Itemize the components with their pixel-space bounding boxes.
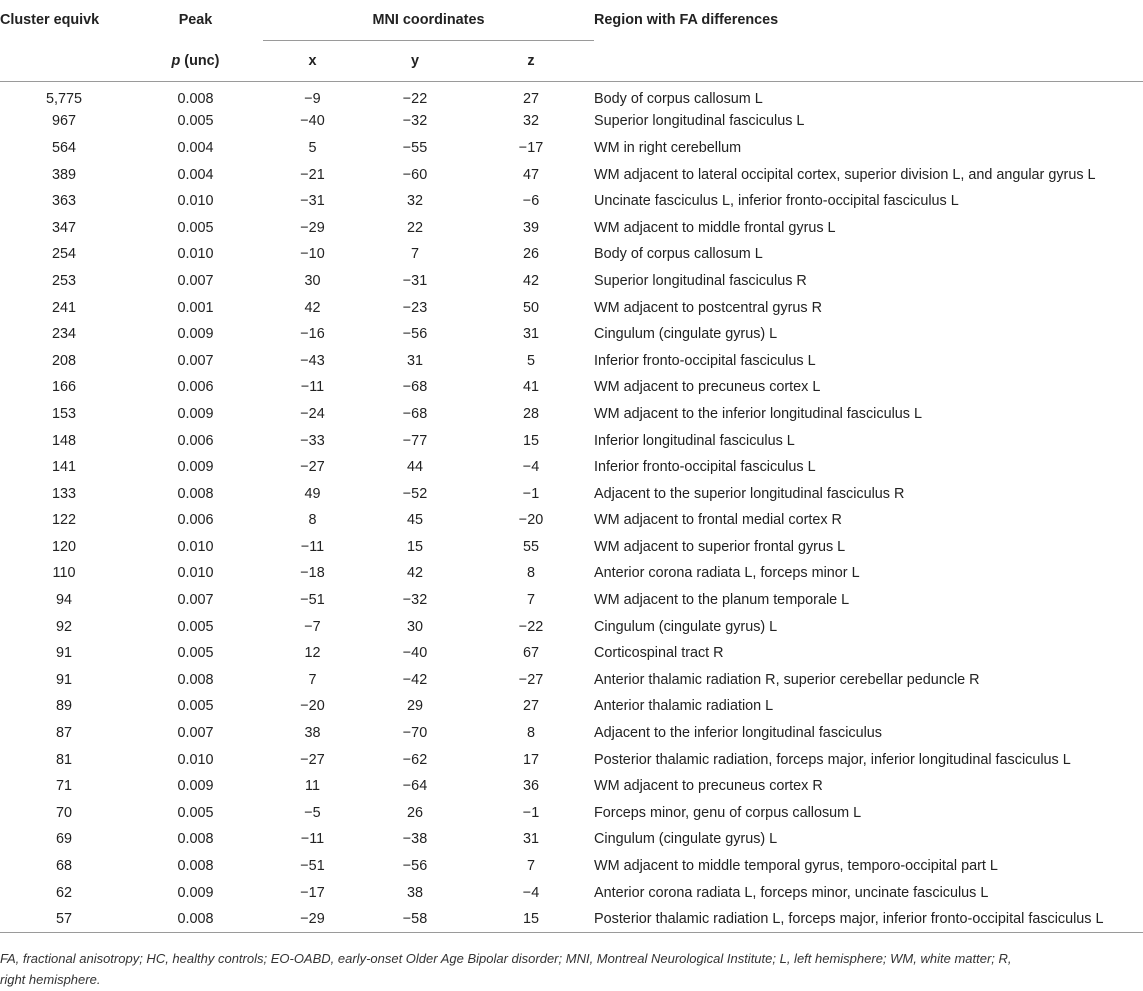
- table-row: [0, 534, 1143, 561]
- cell-z: 31: [523, 831, 540, 848]
- cell-region: WM adjacent to middle frontal gyrus L: [594, 219, 836, 236]
- cell-y: 15: [406, 538, 423, 555]
- cell-cluster-size: 133: [51, 485, 76, 502]
- cell-y: 22: [406, 219, 423, 236]
- cell-cluster-size: 94: [55, 592, 72, 609]
- cell-x: −27: [300, 459, 325, 476]
- cell-z: 7: [527, 858, 536, 875]
- cell-x: 7: [308, 671, 317, 688]
- cell-region: Inferior fronto-occipital fasciculus L: [594, 352, 816, 369]
- cell-peak-p: 0.008: [177, 91, 214, 108]
- cell-x: −29: [300, 219, 325, 236]
- cell-x: −33: [300, 432, 325, 449]
- cell-cluster-size: 141: [51, 459, 76, 476]
- cell-peak-p: 0.008: [177, 831, 214, 848]
- cell-cluster-size: 148: [51, 432, 76, 449]
- cell-region: Anterior corona radiata L, forceps minor L: [594, 565, 860, 582]
- header-peak: Peak: [178, 12, 213, 29]
- cell-peak-p: 0.007: [177, 592, 214, 609]
- cell-region: Uncinate fasciculus L, inferior fronto-occipital fasciculus L: [594, 193, 959, 210]
- table-row: [0, 374, 1143, 401]
- cell-x: −7: [304, 618, 321, 635]
- cell-z: 47: [523, 166, 540, 183]
- cell-z: −6: [522, 193, 540, 210]
- cell-z: 55: [523, 538, 540, 555]
- cell-peak-p: 0.006: [177, 432, 214, 449]
- cell-y: −56: [402, 858, 428, 875]
- cell-z: 31: [523, 326, 540, 343]
- header-cluster-blank: [0, 41, 128, 82]
- table-row: [0, 347, 1143, 374]
- cell-y: 42: [406, 565, 423, 582]
- table-row: [0, 613, 1143, 640]
- cell-cluster-size: 62: [55, 884, 72, 901]
- cell-region: Anterior thalamic radiation L: [594, 698, 774, 715]
- table-row: [0, 188, 1143, 215]
- cell-cluster-size: 5,775: [45, 91, 82, 108]
- table-row: [0, 454, 1143, 481]
- cell-y: −56: [402, 326, 428, 343]
- cell-y: −77: [402, 432, 428, 449]
- cell-peak-p: 0.001: [177, 299, 214, 316]
- cell-region: WM adjacent to the planum temporale L: [594, 592, 850, 609]
- cell-cluster-size: 81: [55, 751, 72, 768]
- table-row: [0, 720, 1143, 747]
- cell-cluster-size: 71: [55, 778, 72, 795]
- cell-z: 5: [527, 352, 536, 369]
- cell-z: 50: [523, 299, 540, 316]
- cell-z: 17: [523, 751, 540, 768]
- cell-x: −11: [300, 379, 325, 396]
- cell-cluster-size: 234: [51, 326, 76, 343]
- cell-region: Superior longitudinal fasciculus L: [594, 113, 805, 130]
- cell-x: 30: [304, 272, 321, 289]
- table-row: [0, 161, 1143, 188]
- table-row: [0, 693, 1143, 720]
- cell-z: −20: [518, 512, 544, 529]
- table-row: [0, 135, 1143, 162]
- header-region-blank: [594, 41, 1143, 82]
- footnote-line-1: FA, fractional anisotropy; HC, healthy controls; EO-OABD, early-onset Older Age Bipolar disorder; MNI, Montreal Neurological Institute; L, left hemisphere; WM, white matter; R,: [0, 951, 1012, 966]
- cell-x: −29: [300, 910, 325, 927]
- cell-region: Cingulum (cingulate gyrus) L: [594, 326, 778, 343]
- cell-z: 39: [523, 219, 540, 236]
- table-row: [0, 906, 1143, 933]
- cell-x: −20: [300, 698, 325, 715]
- cell-z: 28: [523, 405, 540, 422]
- table-header: [0, 0, 1143, 82]
- cell-x: −51: [300, 858, 325, 875]
- cell-y: 38: [406, 884, 423, 901]
- cell-peak-p: 0.007: [177, 352, 214, 369]
- cell-peak-p: 0.005: [177, 698, 214, 715]
- cell-y: −52: [402, 485, 428, 502]
- cell-x: −18: [300, 565, 325, 582]
- cell-cluster-size: 89: [55, 698, 72, 715]
- cell-region: WM adjacent to lateral occipital cortex, superior division L, and angular gyrus L: [594, 166, 1096, 183]
- cell-peak-p: 0.009: [177, 459, 214, 476]
- cell-peak-p: 0.010: [177, 246, 214, 263]
- cell-peak-p: 0.009: [177, 326, 214, 343]
- cell-cluster-size: 122: [51, 512, 76, 529]
- header-cluster: Cluster equivk: [0, 12, 100, 29]
- cell-peak-p: 0.010: [177, 751, 214, 768]
- header-p-italic: p: [171, 52, 181, 69]
- cell-cluster-size: 120: [51, 538, 76, 555]
- table-row: [0, 401, 1143, 428]
- cell-y: −68: [402, 405, 428, 422]
- cell-z: 27: [523, 698, 540, 715]
- cell-z: 27: [523, 91, 540, 108]
- footnote-line-2: right hemisphere.: [0, 972, 101, 987]
- cell-x: −9: [304, 91, 321, 108]
- cell-region: Corticospinal tract R: [594, 645, 724, 662]
- cell-x: 8: [308, 512, 317, 529]
- cell-x: −31: [300, 193, 325, 210]
- cell-peak-p: 0.005: [177, 219, 214, 236]
- cell-region: Inferior longitudinal fasciculus L: [594, 432, 795, 449]
- table-row: [0, 560, 1143, 587]
- cell-cluster-size: 153: [51, 405, 76, 422]
- table-footnote: [0, 948, 1143, 990]
- cell-x: 49: [304, 485, 321, 502]
- cell-cluster-size: 363: [51, 193, 76, 210]
- cell-x: 12: [304, 645, 321, 662]
- cell-x: −43: [300, 352, 325, 369]
- cell-y: −55: [402, 139, 428, 156]
- cell-region: WM in right cerebellum: [594, 139, 742, 156]
- cell-cluster-size: 91: [55, 645, 72, 662]
- cell-region: Anterior corona radiata L, forceps minor, uncinate fasciculus L: [594, 884, 989, 901]
- cell-cluster-size: 564: [51, 139, 76, 156]
- cell-z: −1: [522, 804, 540, 821]
- cell-x: −10: [300, 246, 325, 263]
- cell-y: −60: [402, 166, 428, 183]
- cell-region: Forceps minor, genu of corpus callosum L: [594, 804, 862, 821]
- cell-z: 26: [523, 246, 540, 263]
- cell-peak-p: 0.008: [177, 858, 214, 875]
- table-row: [0, 853, 1143, 880]
- cell-y: 26: [406, 804, 423, 821]
- cell-peak-p: 0.007: [177, 272, 214, 289]
- cell-y: 29: [406, 698, 423, 715]
- cell-y: 7: [410, 246, 419, 263]
- cell-y: −64: [402, 778, 428, 795]
- cell-region: Inferior fronto-occipital fasciculus L: [594, 459, 816, 476]
- cell-cluster-size: 253: [51, 272, 76, 289]
- cell-x: 42: [304, 299, 321, 316]
- cell-y: 32: [406, 193, 423, 210]
- table-row: [0, 507, 1143, 534]
- cell-y: −68: [402, 379, 428, 396]
- cell-region: Cingulum (cingulate gyrus) L: [594, 618, 778, 635]
- header-y: y: [410, 53, 419, 69]
- cell-region: Cingulum (cingulate gyrus) L: [594, 831, 778, 848]
- cell-x: −24: [300, 405, 325, 422]
- cell-peak-p: 0.005: [177, 618, 214, 635]
- cell-cluster-size: 110: [52, 565, 76, 582]
- cell-z: 8: [527, 565, 536, 582]
- cell-z: 7: [527, 592, 536, 609]
- cell-z: 36: [523, 778, 540, 795]
- cell-x: 11: [305, 778, 320, 795]
- cell-x: −51: [300, 592, 325, 609]
- cell-z: −22: [518, 618, 544, 635]
- cell-region: Superior longitudinal fasciculus R: [594, 272, 807, 289]
- header-p-unc-rest: (unc): [180, 52, 220, 69]
- cell-peak-p: 0.004: [177, 166, 214, 183]
- cell-y: −32: [402, 113, 428, 130]
- cell-z: 42: [523, 272, 540, 289]
- cell-cluster-size: 208: [51, 352, 76, 369]
- cell-y: 31: [406, 352, 423, 369]
- table-row: [0, 773, 1143, 800]
- cell-x: 5: [308, 139, 317, 156]
- table-row: [0, 268, 1143, 295]
- cell-peak-p: 0.009: [177, 884, 214, 901]
- table-row: [0, 480, 1143, 507]
- table-row: [0, 294, 1143, 321]
- header-x: x: [308, 53, 317, 69]
- cell-cluster-size: 389: [51, 166, 76, 183]
- header-p-unc: [128, 41, 263, 82]
- cell-z: 41: [523, 379, 540, 396]
- table-row: [0, 640, 1143, 667]
- cell-x: −40: [300, 113, 325, 130]
- cell-y: −62: [402, 751, 428, 768]
- cell-z: −17: [518, 139, 544, 156]
- cell-x: −11: [300, 538, 325, 555]
- header-z: z: [527, 53, 535, 69]
- cell-z: −1: [522, 485, 540, 502]
- cell-cluster-size: 241: [51, 299, 76, 316]
- table-row: [0, 587, 1143, 614]
- cell-peak-p: 0.009: [177, 778, 214, 795]
- table-row: [0, 746, 1143, 773]
- cell-y: 45: [406, 512, 423, 529]
- cell-z: 15: [523, 910, 540, 927]
- header-mni-coordinates: MNI coordinates: [263, 0, 594, 41]
- cell-y: 30: [406, 618, 423, 635]
- cell-y: −70: [402, 725, 428, 742]
- cell-region: WM adjacent to postcentral gyrus R: [594, 299, 822, 316]
- cell-region: WM adjacent to precuneus cortex R: [594, 778, 823, 795]
- cell-cluster-size: 254: [51, 246, 76, 263]
- table-row: [0, 82, 1143, 109]
- cell-y: −42: [402, 671, 428, 688]
- cell-cluster-size: 57: [55, 910, 72, 927]
- cell-z: −27: [518, 671, 544, 688]
- cell-z: −4: [522, 459, 540, 476]
- table-body: [0, 82, 1143, 933]
- cell-y: −38: [402, 831, 428, 848]
- table-row: [0, 879, 1143, 906]
- cell-region: WM adjacent to precuneus cortex L: [594, 379, 821, 396]
- cell-cluster-size: 70: [55, 804, 72, 821]
- header-region: Region with FA differences: [594, 12, 779, 29]
- cell-x: 38: [304, 725, 321, 742]
- cell-peak-p: 0.006: [177, 379, 214, 396]
- cell-region: Posterior thalamic radiation L, forceps major, inferior fronto-occipital fasciculus L: [594, 910, 1104, 927]
- cell-region: WM adjacent to superior frontal gyrus L: [594, 538, 846, 555]
- cell-region: Posterior thalamic radiation, forceps major, inferior longitudinal fasciculus L: [594, 751, 1071, 768]
- cell-x: −11: [300, 831, 325, 848]
- cell-peak-p: 0.007: [177, 725, 214, 742]
- cell-peak-p: 0.010: [177, 193, 214, 210]
- cell-peak-p: 0.010: [177, 538, 214, 555]
- cell-y: −22: [402, 91, 428, 108]
- cell-x: −21: [300, 166, 325, 183]
- cell-peak-p: 0.008: [177, 671, 214, 688]
- cell-peak-p: 0.009: [177, 405, 214, 422]
- table-row: [0, 826, 1143, 853]
- cell-cluster-size: 69: [55, 831, 72, 848]
- table-row: [0, 321, 1143, 348]
- cell-peak-p: 0.008: [177, 910, 214, 927]
- cell-cluster-size: 92: [55, 618, 72, 635]
- table-row: [0, 241, 1143, 268]
- cell-peak-p: 0.006: [177, 512, 214, 529]
- cell-region: WM adjacent to frontal medial cortex R: [594, 512, 842, 529]
- cell-y: −31: [402, 272, 428, 289]
- cell-region: Adjacent to the superior longitudinal fasciculus R: [594, 485, 905, 502]
- cell-region: WM adjacent to middle temporal gyrus, temporo-occipital part L: [594, 858, 998, 875]
- table-row: [0, 214, 1143, 241]
- cell-region: Anterior thalamic radiation R, superior cerebellar peduncle R: [594, 671, 980, 688]
- cell-z: −4: [522, 884, 540, 901]
- cell-y: 44: [406, 459, 423, 476]
- cell-region: WM adjacent to the inferior longitudinal fasciculus L: [594, 405, 922, 422]
- cell-x: −17: [300, 884, 325, 901]
- cell-region: Body of corpus callosum L: [594, 91, 763, 108]
- cell-cluster-size: 166: [51, 379, 76, 396]
- cell-peak-p: 0.005: [177, 645, 214, 662]
- cell-z: 15: [523, 432, 540, 449]
- cell-cluster-size: 68: [55, 858, 72, 875]
- cell-region: Adjacent to the inferior longitudinal fasciculus: [594, 725, 882, 742]
- cell-x: −5: [304, 804, 321, 821]
- cell-x: −27: [300, 751, 325, 768]
- cell-peak-p: 0.005: [177, 804, 214, 821]
- cell-z: 8: [527, 725, 536, 742]
- table-row: [0, 427, 1143, 454]
- cell-cluster-size: 91: [55, 671, 72, 688]
- cell-y: −23: [402, 299, 428, 316]
- cell-y: −32: [402, 592, 428, 609]
- cell-y: −58: [402, 910, 428, 927]
- cell-peak-p: 0.010: [177, 565, 214, 582]
- cell-cluster-size: 967: [51, 113, 76, 130]
- table-row: [0, 800, 1143, 827]
- cell-peak-p: 0.008: [177, 485, 214, 502]
- cell-x: −16: [300, 326, 325, 343]
- cell-peak-p: 0.004: [177, 139, 214, 156]
- cell-cluster-size: 347: [51, 219, 76, 236]
- cell-region: Body of corpus callosum L: [594, 246, 763, 263]
- cell-peak-p: 0.005: [177, 113, 214, 130]
- cell-z: 67: [523, 645, 540, 662]
- cell-cluster-size: 87: [55, 725, 72, 742]
- table-row: [0, 667, 1143, 694]
- table-row: [0, 108, 1143, 135]
- cell-z: 32: [523, 113, 540, 130]
- cell-y: −40: [402, 645, 428, 662]
